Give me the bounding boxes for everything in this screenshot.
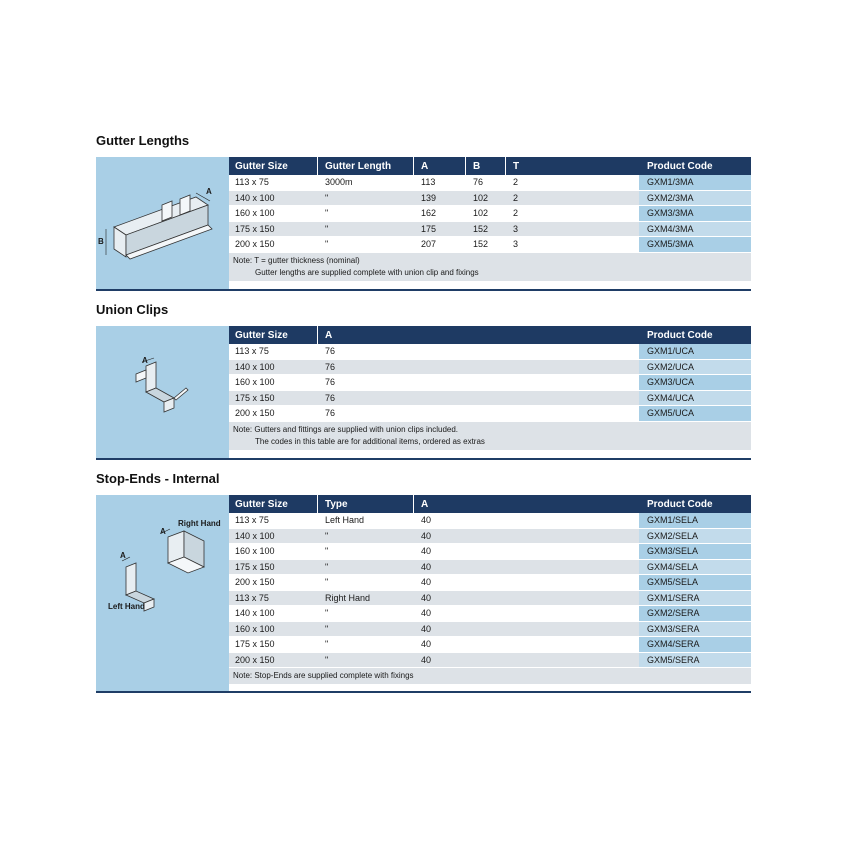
header-a: A bbox=[421, 161, 429, 172]
product-code-cell bbox=[639, 406, 751, 421]
table-cell: 40 bbox=[421, 577, 432, 587]
product-code: GXM4/SELA bbox=[647, 561, 699, 572]
product-code: GXM5/SELA bbox=[647, 577, 699, 587]
table-cell: 76 bbox=[325, 408, 336, 418]
product-code: GXM2/3MA bbox=[647, 192, 694, 203]
header-gutter-size: Gutter Size bbox=[235, 161, 288, 172]
product-code-cell bbox=[639, 344, 751, 359]
table-cell: " bbox=[325, 608, 329, 618]
table-row bbox=[229, 375, 751, 391]
figure-label-a: A bbox=[206, 187, 212, 196]
table-cell: 102 bbox=[473, 208, 489, 218]
table-cell: 160 x 100 bbox=[235, 208, 275, 218]
table-cell: 140 x 100 bbox=[235, 608, 275, 618]
product-code: GXM5/SERA bbox=[647, 654, 700, 665]
table-cell: 76 bbox=[473, 177, 484, 187]
product-code: GXM4/3MA bbox=[647, 223, 694, 234]
table-cell: 139 bbox=[421, 192, 437, 203]
table-cell: 140 x 100 bbox=[235, 530, 275, 541]
table-row bbox=[229, 206, 751, 222]
header-a: A bbox=[421, 499, 429, 510]
stop-end-figure bbox=[96, 495, 229, 691]
header-type: Type bbox=[325, 499, 348, 510]
union-clip-figure bbox=[96, 326, 229, 458]
table-row bbox=[229, 606, 751, 622]
figure-label-left-hand: Left Hand bbox=[108, 602, 145, 611]
table-cell: 40 bbox=[421, 546, 432, 556]
table-row bbox=[229, 175, 751, 191]
section-title: Stop-Ends - Internal bbox=[96, 471, 220, 486]
table-header bbox=[229, 157, 751, 175]
table-cell: " bbox=[325, 223, 329, 234]
note-line: Gutter lengths are supplied complete with union clip and fixings bbox=[255, 267, 479, 277]
product-code-cell bbox=[639, 575, 751, 590]
header-gutter-length: Gutter Length bbox=[325, 161, 392, 172]
table-row bbox=[229, 529, 751, 545]
product-code: GXM4/SERA bbox=[647, 639, 700, 649]
table-cell: 175 x 150 bbox=[235, 561, 275, 572]
table-row bbox=[229, 513, 751, 529]
table-header bbox=[229, 326, 751, 344]
product-code-cell bbox=[639, 175, 751, 190]
table-cell: 3 bbox=[513, 223, 519, 234]
table-cell: 113 x 75 bbox=[235, 592, 269, 603]
product-code: GXM1/SELA bbox=[647, 515, 699, 525]
table-cell: 160 x 100 bbox=[235, 546, 275, 556]
header-gutter-size: Gutter Size bbox=[235, 330, 288, 341]
table-cell: 175 x 150 bbox=[235, 639, 275, 649]
table-cell: " bbox=[325, 623, 329, 634]
product-code: GXM5/3MA bbox=[647, 239, 694, 249]
product-code-cell bbox=[639, 529, 751, 544]
table-row bbox=[229, 544, 751, 560]
product-code-cell bbox=[639, 560, 751, 575]
gutter-length-illustration bbox=[96, 157, 229, 289]
table-row bbox=[229, 391, 751, 407]
table-cell: 162 bbox=[421, 208, 437, 218]
product-code-cell bbox=[639, 544, 751, 559]
product-code: GXM3/SELA bbox=[647, 546, 699, 556]
table-cell: 76 bbox=[325, 346, 336, 356]
table-cell: 40 bbox=[421, 530, 432, 541]
figure-label-a: A bbox=[120, 551, 126, 560]
product-code: GXM1/SERA bbox=[647, 592, 700, 603]
note-line: Note: Gutters and fittings are supplied with union clips included. bbox=[233, 424, 459, 434]
table-cell: 207 bbox=[421, 239, 437, 249]
table-cell: 40 bbox=[421, 608, 432, 618]
header-gutter-size: Gutter Size bbox=[235, 499, 288, 510]
table-cell: 76 bbox=[325, 392, 336, 403]
section-title: Union Clips bbox=[96, 302, 169, 317]
table-cell: 40 bbox=[421, 592, 432, 603]
union-clips-table bbox=[229, 326, 751, 450]
table-row bbox=[229, 637, 751, 653]
product-code: GXM1/3MA bbox=[647, 177, 694, 187]
note-line: Note: Stop-Ends are supplied complete with fixings bbox=[233, 671, 414, 680]
header-product-code: Product Code bbox=[647, 499, 713, 510]
table-cell: 175 x 150 bbox=[235, 223, 275, 234]
product-code: GXM3/3MA bbox=[647, 208, 694, 218]
stop-ends-panel bbox=[96, 495, 751, 693]
table-cell: 3000m bbox=[325, 177, 353, 187]
table-note bbox=[229, 253, 751, 281]
section-title: Gutter Lengths bbox=[96, 133, 190, 148]
product-code-cell bbox=[639, 222, 751, 237]
table-cell: 175 bbox=[421, 223, 437, 234]
table-cell: 113 x 75 bbox=[235, 515, 269, 525]
table-header bbox=[229, 495, 751, 513]
product-code-cell bbox=[639, 191, 751, 206]
table-cell: 113 bbox=[421, 177, 436, 187]
table-cell: 3 bbox=[513, 239, 519, 249]
product-code-cell bbox=[639, 591, 751, 606]
table-cell: 200 x 150 bbox=[235, 408, 275, 418]
table-cell: 175 x 150 bbox=[235, 392, 275, 403]
table-cell: " bbox=[325, 546, 329, 556]
stop-ends-table bbox=[229, 495, 751, 684]
table-cell: 200 x 150 bbox=[235, 239, 275, 249]
table-cell: " bbox=[325, 192, 329, 203]
product-code: GXM4/UCA bbox=[647, 392, 695, 403]
header-t: T bbox=[513, 161, 520, 172]
table-cell: " bbox=[325, 208, 329, 218]
table-cell: 2 bbox=[513, 208, 519, 218]
table-cell: 40 bbox=[421, 654, 432, 665]
table-cell: 140 x 100 bbox=[235, 361, 275, 372]
table-row bbox=[229, 360, 751, 376]
product-code: GXM3/UCA bbox=[647, 377, 695, 387]
table-cell: " bbox=[325, 239, 329, 249]
table-cell: 160 x 100 bbox=[235, 377, 275, 387]
product-code-cell bbox=[639, 237, 751, 252]
table-row bbox=[229, 406, 751, 422]
table-row bbox=[229, 575, 751, 591]
product-code-cell bbox=[639, 360, 751, 375]
figure-label-a: A bbox=[142, 356, 148, 365]
header-b: B bbox=[473, 161, 481, 172]
product-code: GXM2/SELA bbox=[647, 530, 699, 541]
note-line: Note: T = gutter thickness (nominal) bbox=[233, 255, 360, 265]
table-cell: " bbox=[325, 530, 329, 541]
table-note bbox=[229, 668, 751, 684]
table-cell: 40 bbox=[421, 515, 432, 525]
table-row bbox=[229, 191, 751, 207]
table-cell: 140 x 100 bbox=[235, 192, 275, 203]
product-code: GXM5/UCA bbox=[647, 408, 695, 418]
table-cell: 152 bbox=[473, 239, 489, 249]
table-cell: 2 bbox=[513, 177, 519, 187]
table-cell: " bbox=[325, 639, 329, 649]
product-code-cell bbox=[639, 206, 751, 221]
table-cell: 200 x 150 bbox=[235, 654, 275, 665]
product-code-cell bbox=[639, 653, 751, 668]
note-line: The codes in this table are for additional items, ordered as extras bbox=[255, 436, 485, 446]
table-cell: 113 x 75 bbox=[235, 346, 269, 356]
table-cell: 40 bbox=[421, 623, 432, 634]
table-cell: 40 bbox=[421, 639, 432, 649]
product-code-cell bbox=[639, 606, 751, 621]
table-cell: 200 x 150 bbox=[235, 577, 275, 587]
product-code-cell bbox=[639, 513, 751, 528]
table-cell: " bbox=[325, 654, 329, 665]
table-note bbox=[229, 422, 751, 450]
table-cell: 102 bbox=[473, 192, 489, 203]
header-product-code: Product Code bbox=[647, 161, 713, 172]
table-cell: Right Hand bbox=[325, 592, 371, 603]
table-cell: " bbox=[325, 577, 329, 587]
product-code: GXM1/UCA bbox=[647, 346, 695, 356]
gutter-length-figure bbox=[96, 157, 229, 289]
product-code-cell bbox=[639, 375, 751, 390]
product-code: GXM3/SERA bbox=[647, 623, 700, 634]
table-cell: 152 bbox=[473, 223, 489, 234]
table-cell: 160 x 100 bbox=[235, 623, 275, 634]
table-row bbox=[229, 222, 751, 238]
table-cell: 2 bbox=[513, 192, 519, 203]
figure-label-right-hand: Right Hand bbox=[178, 519, 221, 528]
table-cell: Left Hand bbox=[325, 515, 365, 525]
header-a: A bbox=[325, 330, 333, 341]
table-row bbox=[229, 237, 751, 253]
table-row bbox=[229, 591, 751, 607]
table-row bbox=[229, 344, 751, 360]
table-cell: 76 bbox=[325, 377, 336, 387]
gutter-lengths-panel bbox=[96, 157, 751, 291]
product-code-cell bbox=[639, 637, 751, 652]
union-clip-illustration bbox=[96, 326, 229, 458]
product-code: GXM2/UCA bbox=[647, 361, 695, 372]
table-row bbox=[229, 622, 751, 638]
figure-label-b: B bbox=[98, 237, 104, 246]
product-code-cell bbox=[639, 391, 751, 406]
table-cell: 40 bbox=[421, 561, 432, 572]
header-product-code: Product Code bbox=[647, 330, 713, 341]
product-code: GXM2/SERA bbox=[647, 608, 700, 618]
table-cell: " bbox=[325, 561, 329, 572]
gutter-lengths-table bbox=[229, 157, 751, 281]
table-cell: 113 x 75 bbox=[235, 177, 269, 187]
table-row bbox=[229, 560, 751, 576]
table-cell: 76 bbox=[325, 361, 336, 372]
figure-label-a: A bbox=[160, 527, 166, 536]
product-code-cell bbox=[639, 622, 751, 637]
union-clips-panel bbox=[96, 326, 751, 460]
table-row bbox=[229, 653, 751, 669]
